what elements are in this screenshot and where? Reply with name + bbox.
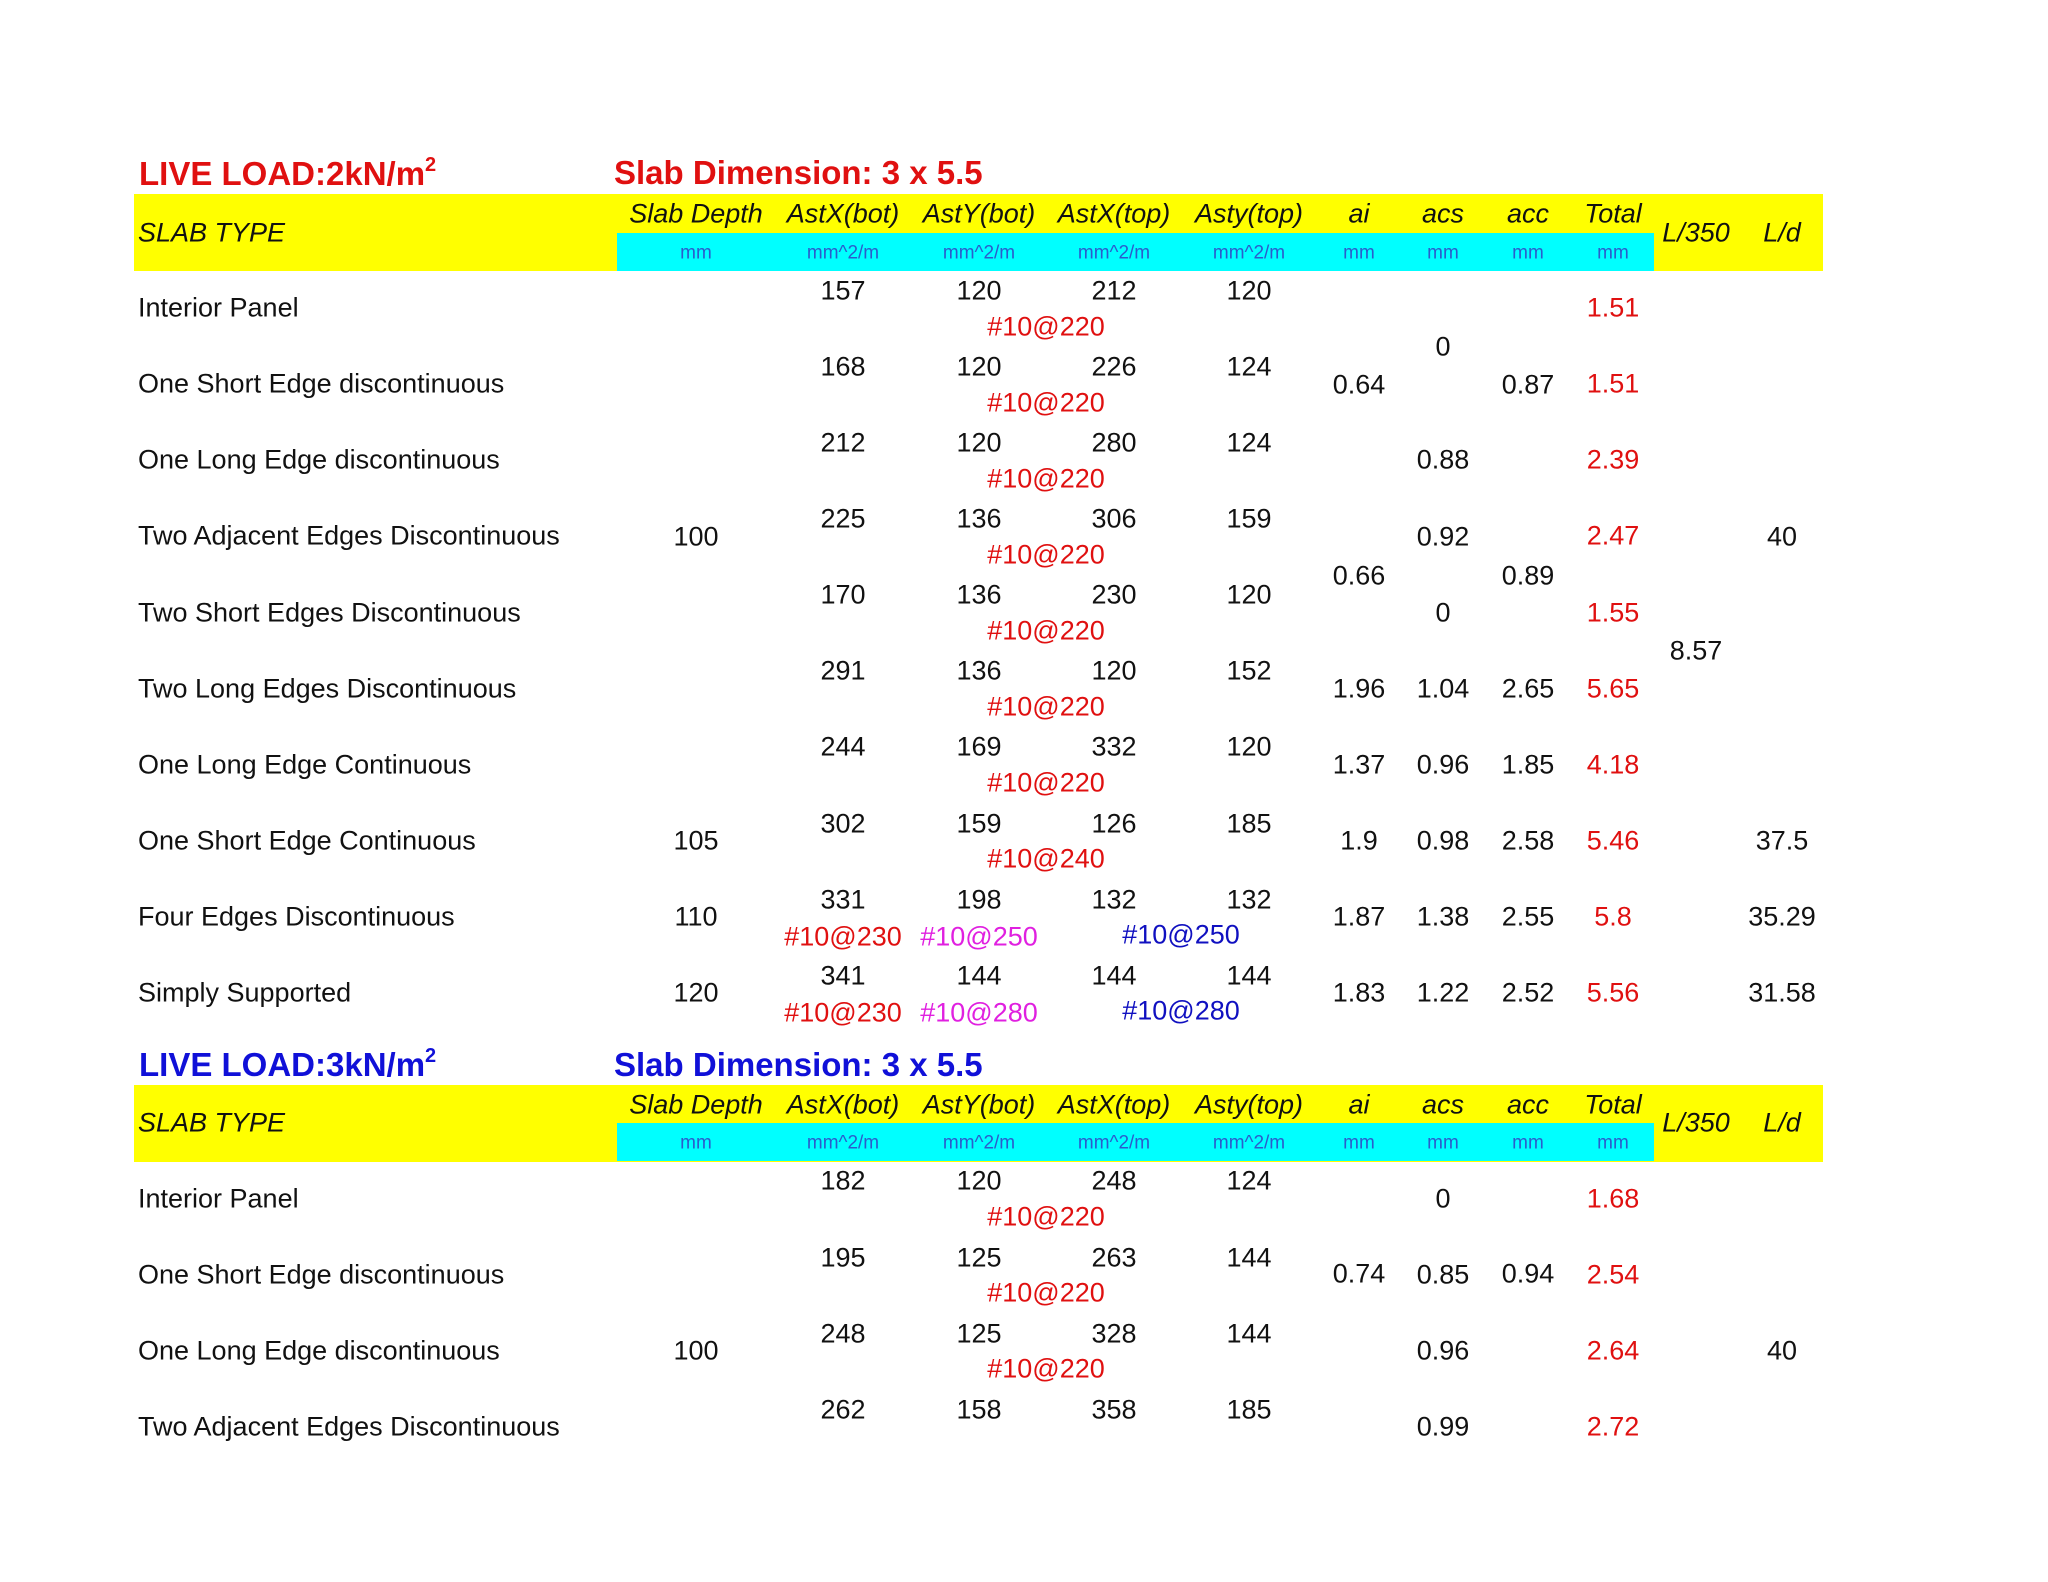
live-load-title bbox=[139, 155, 436, 190]
asty-bot-value: 136 bbox=[956, 579, 1002, 610]
asty-bot-value: 120 bbox=[956, 1165, 1002, 1196]
astx-top-value: 248 bbox=[1091, 1165, 1137, 1196]
rebar-spacing-label: #10@220 bbox=[987, 1277, 1105, 1308]
column-header: AstX(bot) bbox=[786, 1089, 900, 1120]
asty-top-value: 159 bbox=[1226, 503, 1272, 534]
header-ld: L/d bbox=[1763, 1107, 1801, 1138]
acs-value: 0.96 bbox=[1416, 749, 1470, 780]
astx-bot-value: 248 bbox=[820, 1318, 866, 1349]
astx-top-value: 126 bbox=[1091, 808, 1137, 839]
asty-bot-value: 169 bbox=[956, 731, 1002, 762]
column-unit: mm bbox=[1343, 242, 1375, 264]
total-deflection: 2.72 bbox=[1586, 1411, 1640, 1442]
ld-merged: 40 bbox=[1766, 1335, 1798, 1366]
astx-top-value: 332 bbox=[1091, 731, 1137, 762]
column-header: Asty(top) bbox=[1194, 198, 1304, 229]
column-header: Slab Depth bbox=[629, 1089, 763, 1120]
acs-merged: 0 bbox=[1435, 331, 1451, 362]
asty-bot-value: 125 bbox=[956, 1318, 1002, 1349]
asty-top-value: 152 bbox=[1226, 655, 1272, 686]
astx-bot-value: 225 bbox=[820, 503, 866, 534]
asty-top-value: 144 bbox=[1226, 960, 1272, 991]
total-deflection: 2.47 bbox=[1586, 520, 1640, 551]
column-unit: mm^2/m bbox=[1077, 1132, 1151, 1154]
live-load-title bbox=[139, 1046, 436, 1081]
astx-bot-value: 182 bbox=[820, 1165, 866, 1196]
astx-bot-value: 262 bbox=[820, 1394, 866, 1425]
astx-bot-value: 170 bbox=[820, 579, 866, 610]
total-deflection: 1.51 bbox=[1586, 368, 1640, 399]
acc-value: 2.65 bbox=[1501, 673, 1555, 704]
ai-merged: 0.74 bbox=[1332, 1258, 1386, 1289]
ai-value: 1.87 bbox=[1332, 901, 1386, 932]
astx-bot-value: 212 bbox=[820, 427, 866, 458]
total-deflection: 4.18 bbox=[1586, 749, 1640, 780]
rebar-spacing-label: #10@240 bbox=[987, 843, 1105, 874]
total-deflection: 2.54 bbox=[1586, 1259, 1640, 1290]
header-ld: L/d bbox=[1763, 217, 1801, 248]
acs-value: 0 bbox=[1435, 1183, 1451, 1214]
asty-top-value: 185 bbox=[1226, 1394, 1272, 1425]
acc-merged: 0.94 bbox=[1501, 1258, 1555, 1289]
total-deflection: 1.68 bbox=[1586, 1183, 1640, 1214]
l350-merged: 8.57 bbox=[1669, 635, 1723, 666]
slab-depth-value: 120 bbox=[673, 977, 719, 1008]
slab-dimension-title: Slab Dimension: 3 x 5.5 bbox=[614, 154, 983, 191]
acc-merged: 0.89 bbox=[1501, 560, 1555, 591]
astx-bot-value: 195 bbox=[820, 1242, 866, 1273]
rebar-x-bottom: #10@230 bbox=[784, 921, 902, 952]
live-load-text: LIVE LOAD:2kN/m bbox=[139, 155, 426, 192]
asty-top-value: 120 bbox=[1226, 579, 1272, 610]
column-header: Total bbox=[1584, 1089, 1642, 1120]
column-unit: mm^2/m bbox=[1212, 242, 1286, 264]
asty-top-value: 124 bbox=[1226, 351, 1272, 382]
column-header: acs bbox=[1421, 198, 1465, 229]
slab-type-label: One Long Edge discontinuous bbox=[138, 444, 500, 475]
astx-bot-value: 291 bbox=[820, 655, 866, 686]
slab-type-label: Interior Panel bbox=[138, 292, 299, 323]
total-deflection: 1.51 bbox=[1586, 292, 1640, 323]
column-header: Asty(top) bbox=[1194, 1089, 1304, 1120]
column-unit: mm bbox=[1597, 242, 1629, 264]
slab-type-label: One Short Edge discontinuous bbox=[138, 368, 505, 399]
total-deflection: 5.56 bbox=[1586, 977, 1640, 1008]
column-unit: mm^2/m bbox=[806, 1132, 880, 1154]
column-unit: mm bbox=[1427, 242, 1459, 264]
ai-value: 1.37 bbox=[1332, 749, 1386, 780]
asty-top-value: 144 bbox=[1226, 1242, 1272, 1273]
column-header: AstX(bot) bbox=[786, 198, 900, 229]
slab-type-label: Four Edges Discontinuous bbox=[138, 901, 455, 932]
header-l350: L/350 bbox=[1662, 217, 1730, 248]
rebar-spacing-label: #10@220 bbox=[987, 1353, 1105, 1384]
astx-bot-value: 244 bbox=[820, 731, 866, 762]
slab-type-label: Simply Supported bbox=[138, 977, 352, 1008]
ai-merged: 0.64 bbox=[1332, 369, 1386, 400]
rebar-y-bottom: #10@280 bbox=[920, 997, 1038, 1028]
column-header: ai bbox=[1348, 198, 1370, 229]
asty-top-value: 185 bbox=[1226, 808, 1272, 839]
astx-bot-value: 302 bbox=[820, 808, 866, 839]
column-unit: mm^2/m bbox=[1077, 242, 1151, 264]
column-header: acs bbox=[1421, 1089, 1465, 1120]
asty-bot-value: 136 bbox=[956, 503, 1002, 534]
astx-top-value: 144 bbox=[1091, 960, 1137, 991]
total-deflection: 5.46 bbox=[1586, 825, 1640, 856]
asty-bot-value: 198 bbox=[956, 884, 1002, 915]
astx-top-value: 230 bbox=[1091, 579, 1137, 610]
acc-value: 2.58 bbox=[1501, 825, 1555, 856]
astx-bot-value: 331 bbox=[820, 884, 866, 915]
slab-type-label: Two Short Edges Discontinuous bbox=[138, 597, 521, 628]
rebar-spacing-label: #10@220 bbox=[987, 615, 1105, 646]
slab-depth-value: 105 bbox=[673, 825, 719, 856]
column-unit: mm^2/m bbox=[942, 1132, 1016, 1154]
astx-bot-value: 341 bbox=[820, 960, 866, 991]
slab-type-label: One Long Edge Continuous bbox=[138, 749, 472, 780]
column-unit: mm^2/m bbox=[1212, 1132, 1286, 1154]
asty-top-value: 124 bbox=[1226, 427, 1272, 458]
astx-top-value: 120 bbox=[1091, 655, 1137, 686]
slab-depth-value: 110 bbox=[674, 901, 718, 932]
column-header: AstY(bot) bbox=[922, 198, 1036, 229]
asty-top-value: 120 bbox=[1226, 731, 1272, 762]
astx-top-value: 306 bbox=[1091, 503, 1137, 534]
ai-value: 1.83 bbox=[1332, 977, 1386, 1008]
column-unit: mm bbox=[1512, 242, 1544, 264]
total-deflection: 5.8 bbox=[1594, 901, 1632, 932]
acs-value: 0.99 bbox=[1416, 1411, 1470, 1442]
astx-top-value: 212 bbox=[1091, 275, 1137, 306]
total-deflection: 1.55 bbox=[1586, 597, 1640, 628]
column-unit: mm bbox=[1512, 1132, 1544, 1154]
ld-value: 37.5 bbox=[1755, 825, 1809, 856]
acs-value: 0.85 bbox=[1416, 1259, 1470, 1290]
live-load-text: LIVE LOAD:3kN/m bbox=[139, 1046, 426, 1083]
rebar-top: #10@250 bbox=[1122, 919, 1240, 950]
rebar-x-bottom: #10@230 bbox=[784, 997, 902, 1028]
rebar-top: #10@280 bbox=[1122, 995, 1240, 1026]
acs-merged: 0 bbox=[1435, 597, 1451, 628]
asty-bot-value: 125 bbox=[956, 1242, 1002, 1273]
astx-top-value: 226 bbox=[1091, 351, 1137, 382]
column-header: AstX(top) bbox=[1057, 198, 1171, 229]
slab-type-label: Two Adjacent Edges Discontinuous bbox=[138, 520, 560, 551]
slab-depth-merged: 100 bbox=[673, 521, 719, 552]
column-header: Slab Depth bbox=[629, 198, 763, 229]
acc-value: 2.52 bbox=[1501, 977, 1555, 1008]
ld-value: 31.58 bbox=[1748, 977, 1816, 1008]
asty-top-value: 132 bbox=[1226, 884, 1272, 915]
acs-value: 1.04 bbox=[1416, 673, 1470, 704]
column-unit: mm bbox=[680, 1132, 712, 1154]
astx-top-value: 132 bbox=[1091, 884, 1137, 915]
rebar-spacing-label: #10@220 bbox=[987, 539, 1105, 570]
ld-merged: 40 bbox=[1766, 521, 1798, 552]
acs-value: 0.96 bbox=[1416, 1335, 1470, 1366]
slab-type-label: One Long Edge discontinuous bbox=[138, 1335, 500, 1366]
header-l350: L/350 bbox=[1662, 1107, 1730, 1138]
header-slab-type: SLAB TYPE bbox=[138, 1107, 286, 1138]
asty-bot-value: 120 bbox=[956, 427, 1002, 458]
asty-top-value: 124 bbox=[1226, 1165, 1272, 1196]
column-header: acc bbox=[1506, 1089, 1550, 1120]
column-header: Total bbox=[1584, 198, 1642, 229]
slab-type-label: One Short Edge discontinuous bbox=[138, 1259, 505, 1290]
asty-top-value: 144 bbox=[1226, 1318, 1272, 1349]
rebar-y-bottom: #10@250 bbox=[920, 921, 1038, 952]
astx-top-value: 280 bbox=[1091, 427, 1137, 458]
acs-value: 1.22 bbox=[1416, 977, 1470, 1008]
rebar-spacing-label: #10@220 bbox=[987, 463, 1105, 494]
asty-bot-value: 159 bbox=[956, 808, 1002, 839]
acs-merged: 0.92 bbox=[1416, 521, 1470, 552]
ai-value: 1.9 bbox=[1340, 825, 1378, 856]
rebar-spacing-label: #10@220 bbox=[987, 767, 1105, 798]
acs-value: 0.98 bbox=[1416, 825, 1470, 856]
total-deflection: 2.64 bbox=[1586, 1335, 1640, 1366]
ai-merged: 0.66 bbox=[1332, 560, 1386, 591]
astx-bot-value: 168 bbox=[820, 351, 866, 382]
rebar-spacing-label: #10@220 bbox=[987, 691, 1105, 722]
acs-value: 1.38 bbox=[1416, 901, 1470, 932]
slab-type-label: Interior Panel bbox=[138, 1183, 299, 1214]
slab-type-label: Two Long Edges Discontinuous bbox=[138, 673, 517, 704]
header-slab-type: SLAB TYPE bbox=[138, 217, 286, 248]
astx-top-value: 328 bbox=[1091, 1318, 1137, 1349]
ld-value: 35.29 bbox=[1748, 901, 1816, 932]
column-unit: mm bbox=[1427, 1132, 1459, 1154]
column-header: AstY(bot) bbox=[922, 1089, 1036, 1120]
column-header: AstX(top) bbox=[1057, 1089, 1171, 1120]
total-deflection: 2.39 bbox=[1586, 444, 1640, 475]
asty-bot-value: 120 bbox=[956, 351, 1002, 382]
asty-bot-value: 144 bbox=[956, 960, 1002, 991]
slab-type-label: Two Adjacent Edges Discontinuous bbox=[138, 1411, 560, 1442]
asty-bot-value: 120 bbox=[956, 275, 1002, 306]
acc-merged: 0.87 bbox=[1501, 369, 1555, 400]
column-header: acc bbox=[1506, 198, 1550, 229]
column-unit: mm^2/m bbox=[806, 242, 880, 264]
column-unit: mm bbox=[680, 242, 712, 264]
asty-top-value: 120 bbox=[1226, 275, 1272, 306]
column-unit: mm bbox=[1597, 1132, 1629, 1154]
slab-depth-merged: 100 bbox=[673, 1335, 719, 1366]
column-unit: mm bbox=[1343, 1132, 1375, 1154]
asty-bot-value: 158 bbox=[956, 1394, 1002, 1425]
live-load-exponent: 2 bbox=[425, 1045, 437, 1067]
acs-merged: 0.88 bbox=[1416, 444, 1470, 475]
acc-value: 2.55 bbox=[1501, 901, 1555, 932]
astx-bot-value: 157 bbox=[820, 275, 866, 306]
rebar-spacing-label: #10@220 bbox=[987, 387, 1105, 418]
slab-dimension-title: Slab Dimension: 3 x 5.5 bbox=[614, 1046, 983, 1083]
total-deflection: 5.65 bbox=[1586, 673, 1640, 704]
acc-value: 1.85 bbox=[1501, 749, 1555, 780]
rebar-spacing-label: #10@220 bbox=[987, 1201, 1105, 1232]
ai-value: 1.96 bbox=[1332, 673, 1386, 704]
live-load-exponent: 2 bbox=[425, 154, 437, 176]
rebar-spacing-label: #10@220 bbox=[987, 311, 1105, 342]
asty-bot-value: 136 bbox=[956, 655, 1002, 686]
astx-top-value: 263 bbox=[1091, 1242, 1137, 1273]
slab-type-label: One Short Edge Continuous bbox=[138, 825, 476, 856]
column-header: ai bbox=[1348, 1089, 1370, 1120]
column-unit: mm^2/m bbox=[942, 242, 1016, 264]
astx-top-value: 358 bbox=[1091, 1394, 1137, 1425]
